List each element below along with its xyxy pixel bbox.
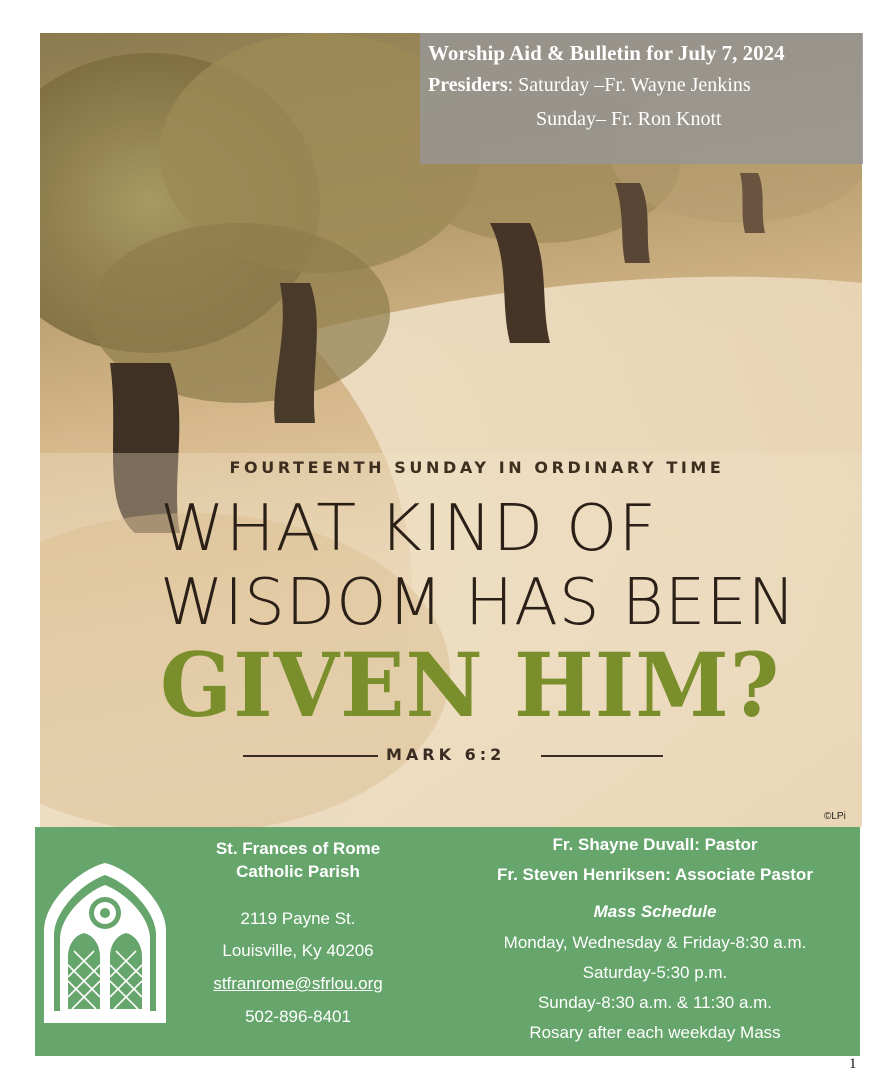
reference-rule-right	[541, 755, 663, 757]
liturgical-day: FOURTEENTH SUNDAY IN ORDINARY TIME	[229, 458, 725, 477]
city-state-zip: Louisville, Ky 40206	[222, 941, 374, 960]
phone-number: 502-896-8401	[245, 1007, 351, 1026]
saturday-presider: : Saturday –Fr. Wayne Jenkins	[507, 74, 751, 96]
page-number: 1	[849, 1056, 857, 1072]
parish-name-line-2: Catholic Parish	[236, 862, 360, 881]
mass-weekday: Monday, Wednesday & Friday-8:30 a.m.	[503, 933, 807, 952]
associate-pastor-name: Fr. Steven Henriksen: Associate Pastor	[497, 865, 813, 884]
mass-saturday: Saturday-5:30 p.m.	[582, 963, 728, 982]
image-credit: ©LPi	[824, 811, 846, 822]
headline-line-2: WISDOM HAS BEEN	[160, 566, 797, 640]
reference-text: MARK 6:2	[386, 745, 506, 764]
presiders-label: Presiders	[428, 74, 508, 96]
church-window-logo	[40, 861, 170, 1025]
bulletin-title: Worship Aid & Bulletin for July 7, 2024	[428, 41, 785, 65]
headline-line-1: WHAT KIND OF	[160, 492, 657, 566]
parish-info-footer	[35, 827, 860, 1056]
rosary-note: Rosary after each weekday Mass	[529, 1023, 781, 1042]
street-address: 2119 Payne St.	[240, 909, 356, 928]
presiders-line	[428, 67, 855, 104]
mass-schedule-title: Mass Schedule	[593, 902, 717, 921]
parish-name	[195, 837, 401, 883]
headline-emphasis: GIVEN HIM?	[160, 633, 781, 737]
email-link[interactable]: stfranrome@sfrlou.org	[213, 974, 383, 993]
parish-name-line-1: St. Frances of Rome	[215, 839, 381, 858]
reference-rule-left	[243, 755, 378, 757]
scripture-reference	[243, 743, 663, 769]
sunday-presider: Sunday– Fr. Ron Knott	[536, 108, 722, 130]
mass-sunday: Sunday-8:30 a.m. & 11:30 a.m.	[537, 993, 773, 1012]
bulletin-header	[420, 33, 863, 164]
pastor-name: Fr. Shayne Duvall: Pastor	[552, 835, 758, 854]
